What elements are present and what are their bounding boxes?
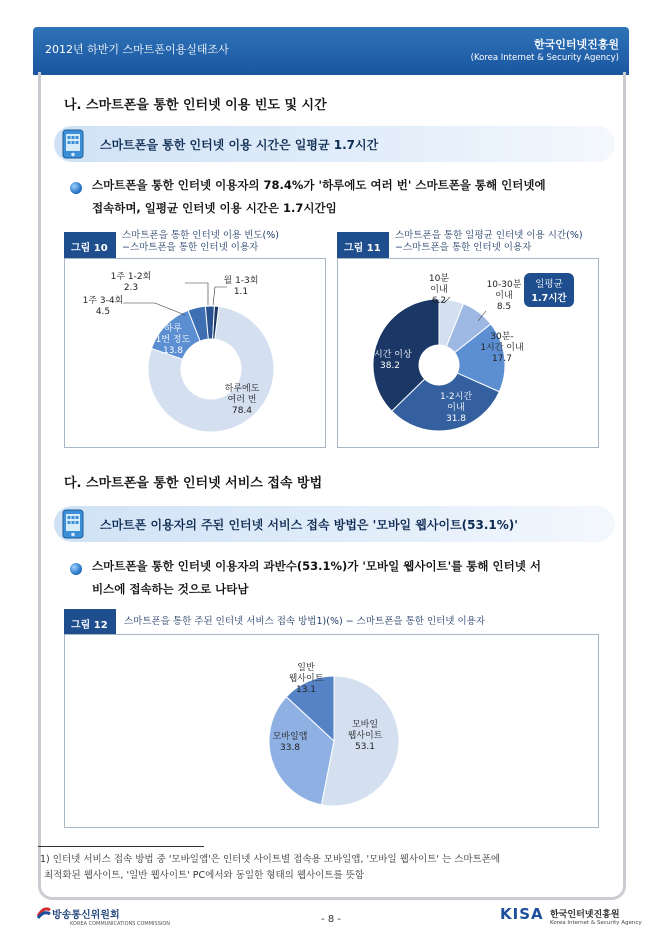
figure-10-label: 그림 10 (64, 232, 116, 258)
org-name: 한국인터넷진흥원 (533, 38, 619, 51)
kisa-name-en: Korea Internet & Security Agency (550, 920, 642, 926)
slice-label: 30분-1시간 이내 17.7 (480, 332, 524, 364)
org-name-en: (Korea Internet & Security Agency) (470, 53, 619, 63)
average-badge-line1: 일평균 (535, 279, 563, 290)
slice-label: 월 1-3회 1.1 (223, 276, 259, 297)
highlight-banner-na (54, 126, 615, 162)
slice-label: 1주 1-2회 2.3 (110, 272, 152, 293)
leader-line (185, 283, 208, 305)
slice-label: 모바일앱 33.8 (272, 732, 308, 753)
slice-label: 10분 이내 6.2 (428, 274, 450, 306)
slice-label: 2시간 이상 38.2 (368, 350, 412, 371)
slice-label: 일반 웹사이트 13.1 (288, 663, 324, 695)
figure-12-chart (65, 635, 598, 827)
figure-12-caption: 스마트폰을 통한 주된 인터넷 서비스 접속 방법1)(%) − 스마트폰을 통한 인터넷 이용자 (124, 616, 486, 627)
leader-line (123, 303, 185, 315)
bullet-paragraph-na: 스마트폰을 통한 인터넷 이용자의 78.4%가 '하루에도 여러 번' 스마트폰을 통해 인터넷에 접속하며, 일평균 인터넷 이용 시간은 1.7시간임 (92, 178, 546, 215)
slice-label: 하루에도 여러 번 78.4 (224, 384, 260, 416)
figure-11-box (337, 258, 599, 448)
average-badge-line2: 1.7시간 (531, 293, 567, 304)
banner-text: 스마트폰을 통한 인터넷 이용 시간은 일평균 1.7시간 (100, 138, 379, 152)
smartphone-icon (60, 129, 86, 159)
figure-11-chart (338, 259, 598, 447)
kcc-logo-text: 방송통신위원회 (52, 910, 120, 921)
slice-label: 하루 1번 정도 13.8 (155, 324, 191, 356)
section-title-da: 다. 스마트폰을 통한 인터넷 서비스 접속 방법 (64, 476, 323, 491)
page-number: - 8 - (321, 914, 341, 925)
smartphone-icon (60, 509, 86, 539)
figure-11-label: 그림 11 (337, 232, 389, 258)
bullet-icon (70, 563, 82, 575)
figure-10-caption: 스마트폰을 통한 인터넷 이용 빈도(%) −스마트폰을 통한 인터넷 이용자 (122, 230, 279, 253)
figure-10-box (64, 258, 326, 448)
leader-line (213, 287, 227, 305)
slice-label: 10-30분 이내 8.5 (486, 280, 522, 312)
figure-10-chart (65, 259, 325, 447)
section-title-na: 나. 스마트폰을 통한 인터넷 이용 빈도 및 시간 (64, 98, 327, 113)
figure-11-caption: 스마트폰을 통한 일평균 인터넷 이용 시간(%) −스마트폰을 통한 인터넷 이용자 (395, 230, 583, 253)
banner-text: 스마트폰 이용자의 주된 인터넷 서비스 접속 방법은 '모바일 웹사이트(53.1%)' (100, 518, 518, 532)
bullet-paragraph-da: 스마트폰을 통한 인터넷 이용자의 과반수(53.1%)가 '모바일 웹사이트'를 통해 인터넷 서 비스에 접속하는 것으로 나타남 (92, 559, 541, 596)
slice-label: 1-2시간 이내 31.8 (439, 392, 473, 424)
figure-12-label: 그림 12 (64, 609, 116, 635)
footnote: 1) 인터넷 서비스 접속 방법 중 '모바일앱'은 인터넷 사이트별 접속용 모바일앱, '모바일 웹사이트' 는 스마트폰에 최적화된 웹사이트, '일반 웹사이트' PC에서와 동일한 형태의 웹사이트를 뜻함 (40, 854, 501, 881)
figure-12-box (64, 634, 599, 828)
slice-label: 모바일 웹사이트 53.1 (347, 720, 383, 752)
footnote-divider (38, 846, 204, 847)
bullet-icon (70, 182, 82, 194)
kcc-logo-subtext: KOREA COMMUNICATIONS COMMISSION (70, 921, 171, 927)
page-header (33, 27, 629, 75)
kisa-name: 한국인터넷진흥원 (550, 910, 620, 920)
highlight-banner-da (54, 506, 615, 542)
slice-label: 1주 3-4회 4.5 (82, 296, 124, 317)
report-title: 2012년 하반기 스마트폰이용실태조사 (45, 43, 229, 56)
kisa-logo: KISA (500, 905, 544, 923)
